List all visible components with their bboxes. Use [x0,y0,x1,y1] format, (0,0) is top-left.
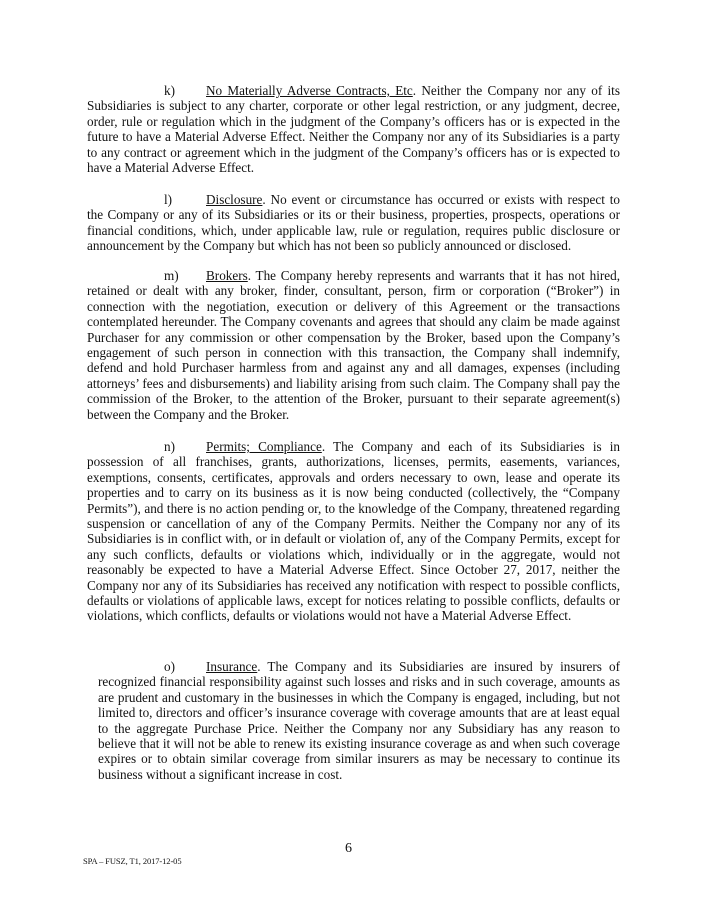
section-o [98,659,620,782]
section-label: k) [164,83,175,98]
section-label: l) [164,192,173,207]
section-l [87,192,620,254]
footer-reference: SPA – FUSZ, T1, 2017-12-05 [83,856,182,866]
section-m [87,268,620,422]
section-title: Brokers [206,268,248,283]
section-label: m) [164,268,179,283]
section-title: Insurance [206,659,258,674]
section-label: o) [164,659,175,674]
section-n [87,439,620,624]
section-label: n) [164,439,175,454]
section-body: . Neither the Company nor any of its Subsidiaries is subject to any charter, corporate or other legal restriction, or any judgment, decree, order, rule or regulation which in the judgment of the Company’s officers has or is expected in the future to have a Material Adverse Effect. Neither the Company nor any of its Subsidiaries is a party to any contract or agreement which in the judgment of the Company’s officers has or is expected to have a Material Adverse Effect. [87,83,620,176]
section-title: Disclosure [206,192,263,207]
section-k [87,83,620,175]
page-number: 6 [345,841,352,856]
section-body: . The Company and its Subsidiaries are insured by insurers of recognized financial responsibility against such losses and risks and in such coverage, amounts as are prudent and customary in the businesses in which the Company is engaged, including, but not limited to, directors and officer’s insurance coverage with coverage amounts that are at least equal to the aggregate Purchase Price. Neither the Company nor any Subsidiary has any reason to believe that it will not be able to renew its existing insurance coverage as and when such coverage expires or to obtain similar coverage from similar insurers as may be necessary to continue its business without a significant increase in cost. [98,659,620,782]
section-body: . The Company and each of its Subsidiaries is in possession of all franchises, grants, authorizations, licenses, permits, easements, variances, exemptions, consents, certificates, approvals and orders necessary to own, lease and operate its properties and to carry on its business as it is now being conducted (collectively, the “Company Permits”), and there is no action pending or, to the knowledge of the Company, threatened regarding suspension or cancellation of any of the Company Permits. Neither the Company nor any of its Subsidiaries is in conflict with, or in default or violation of, any of the Company Permits, except for any such conflicts, defaults or violations which, individually or in the aggregate, would not reasonably be expected to have a Material Adverse Effect. Since October 27, 2017, neither the Company nor any of its Subsidiaries has received any notification with respect to possible conflicts, defaults or violations of applicable laws, except for notices relating to possible conflicts, defaults or violations, which conflicts, defaults or violations would not have a Material Adverse Effect. [87,439,621,624]
section-title: No Materially Adverse Contracts, Etc [206,83,413,98]
section-title: Permits; Compliance [206,439,322,454]
section-body: . The Company hereby represents and warrants that it has not hired, retained or dealt with any broker, finder, consultant, person, firm or corporation (“Broker”) in connection with the negotiation, execution or delivery of this Agreement or the transactions contemplated hereunder. The Company covenants and agrees that should any claim be made against Purchaser for any commission or other compensation by the Broker, based upon the Company’s engagement of such person in connection with this transaction, the Company shall indemnify, defend and hold Purchaser harmless from and against any and all damages, expenses (including attorneys’ fees and disbursements) and liability arising from such claim. The Company shall pay the commission of the Broker, to the attention of the Broker, pursuant to their separate agreement(s) between the Company and the Broker. [87,268,620,422]
section-body: . No event or circumstance has occurred or exists with respect to the Company or any of its Subsidiaries or its or their business, properties, prospects, operations or financial conditions, which, under applicable law, rule or regulation, requires public disclosure or announcement by the Company but which has not been so publicly announced or disclosed. [87,192,620,254]
